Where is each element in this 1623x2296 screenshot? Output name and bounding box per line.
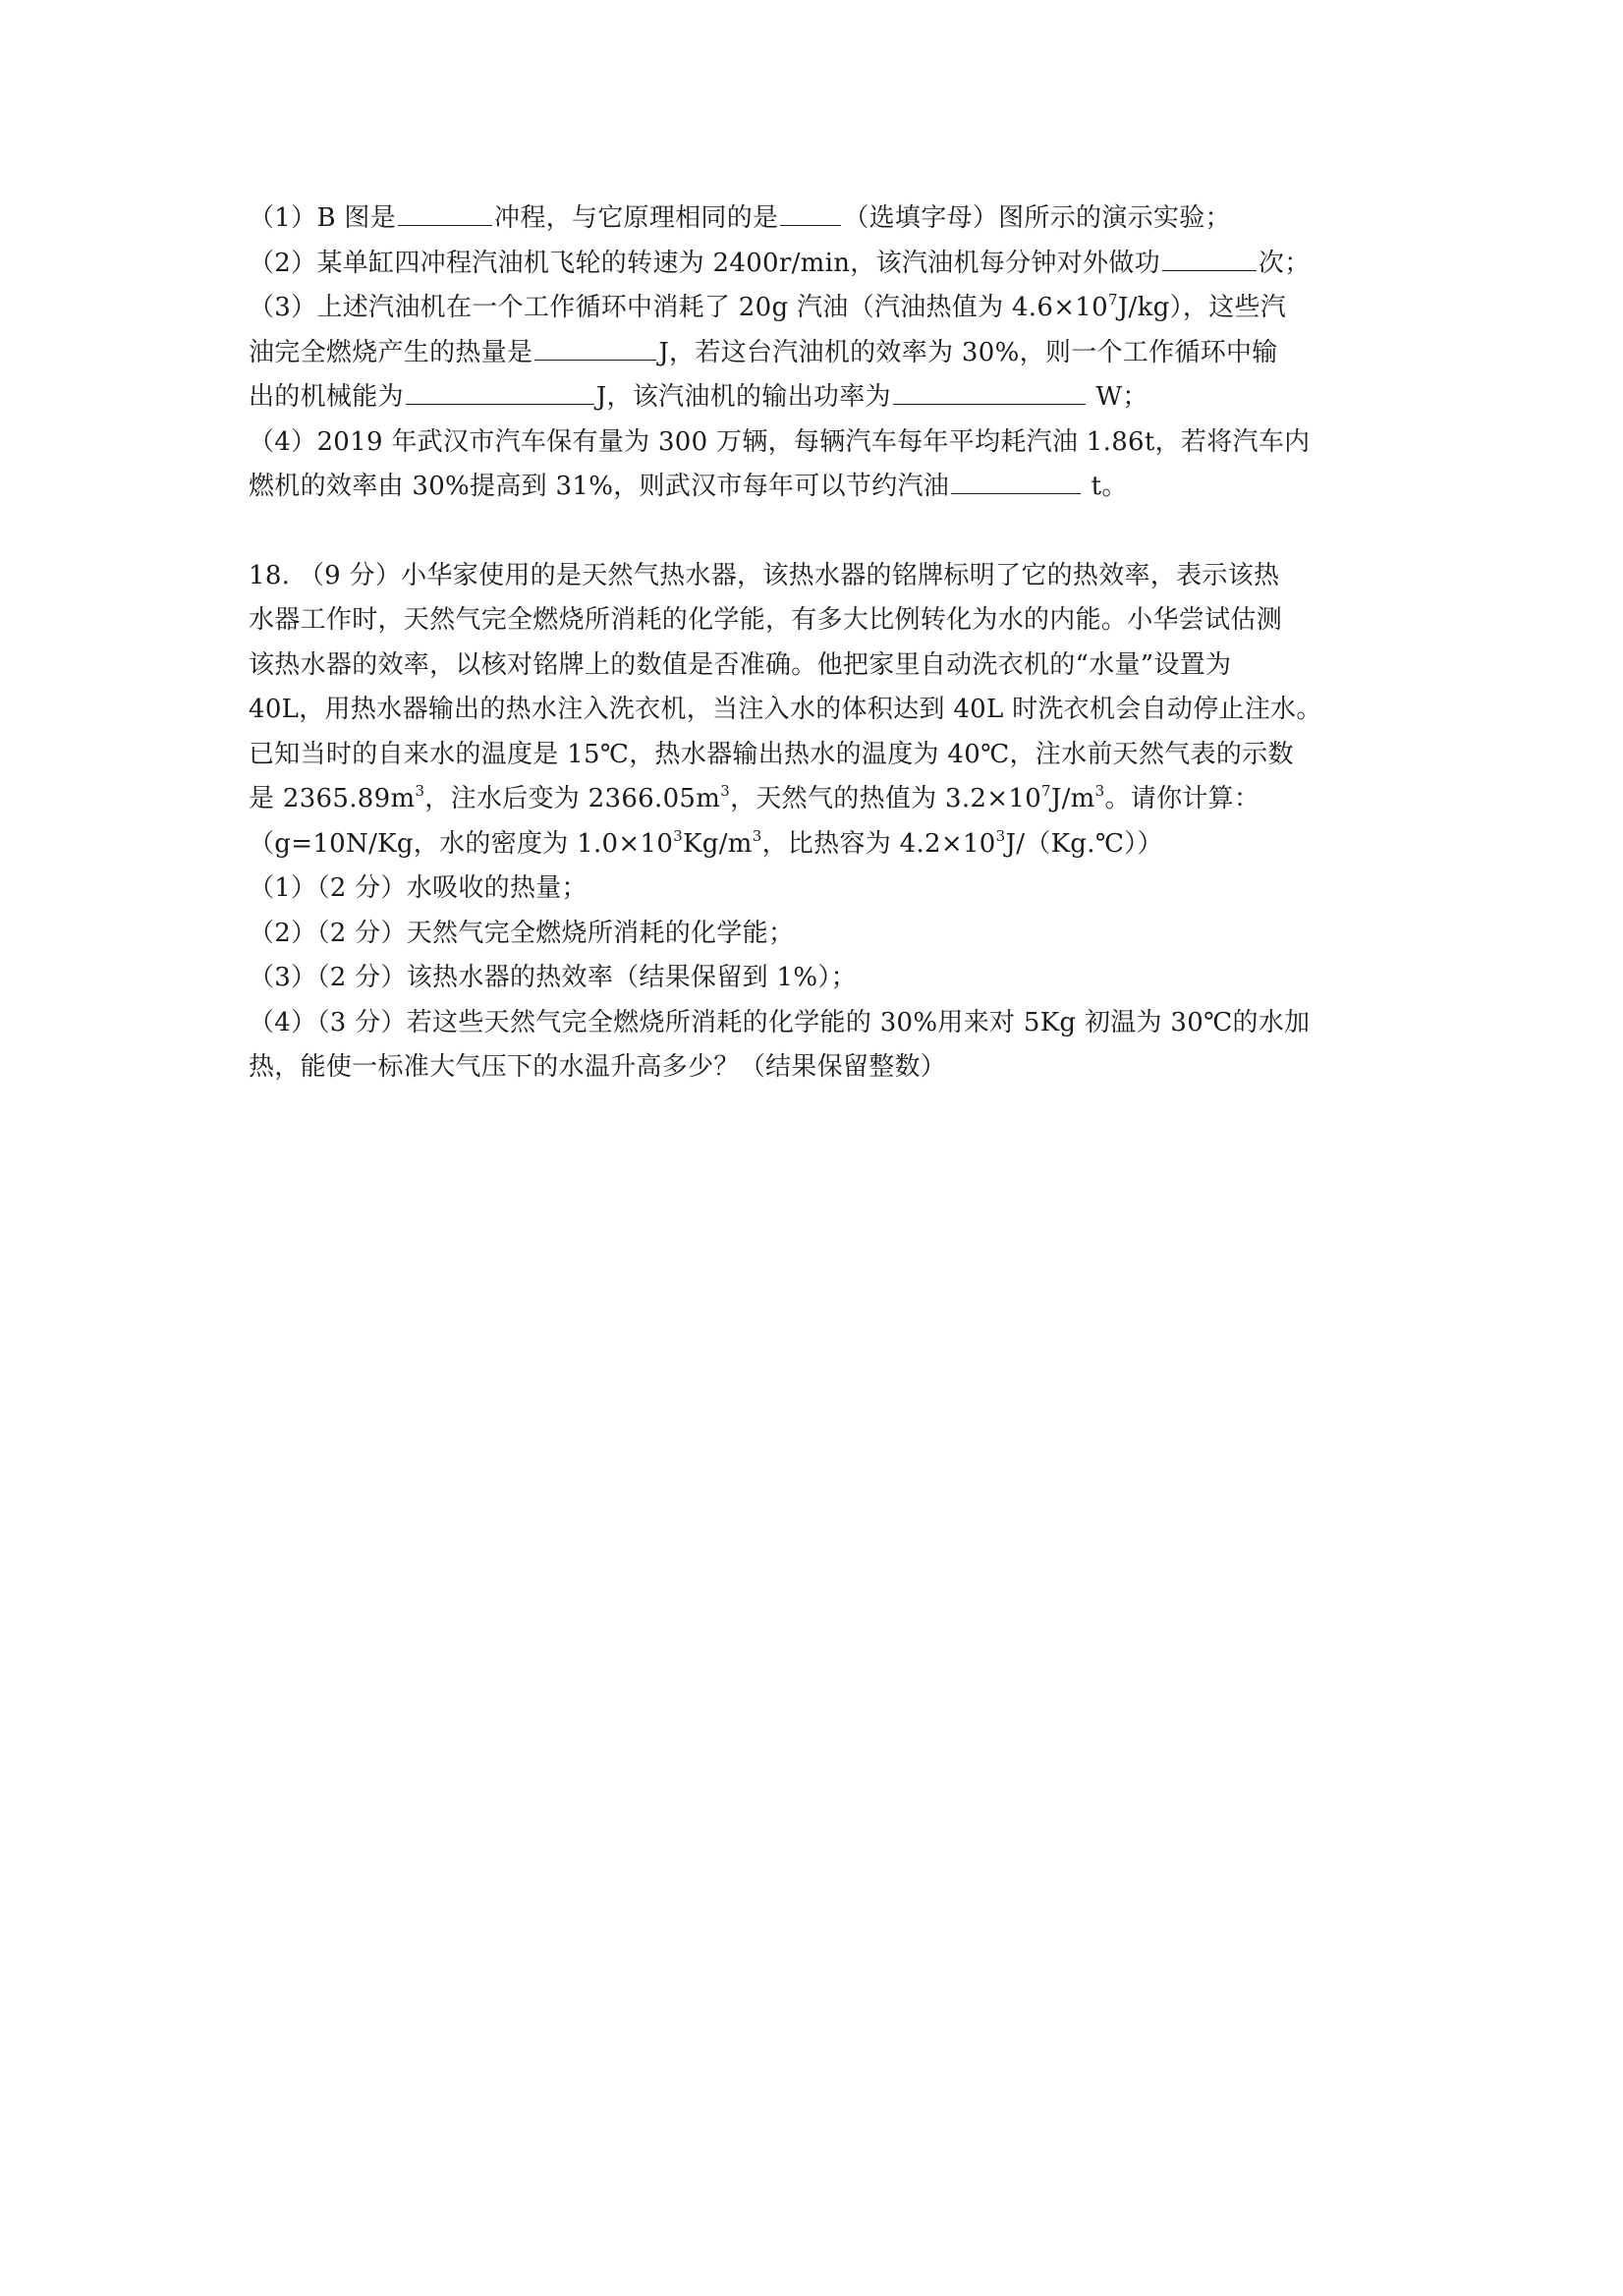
question-18-sub-4-line-2 xyxy=(249,1045,1388,1091)
question-17-part-2 xyxy=(249,242,1388,287)
exam-content xyxy=(249,196,1388,1091)
superscript: 7 xyxy=(1041,782,1051,800)
text: J/（Kg.℃）） xyxy=(1005,828,1163,859)
answer-blank[interactable] xyxy=(398,199,492,226)
text: 已知当时的自来水的温度是 15℃，热水器输出热水的温度为 40℃，注水前天然气表的示数 xyxy=(249,739,1294,769)
answer-blank[interactable] xyxy=(406,378,594,405)
text: W； xyxy=(1087,382,1148,412)
text: （2）某单缸四冲程汽油机飞轮的转速为 2400r/min，该汽油机每分钟对外做功 xyxy=(249,248,1160,278)
question-18-sub-4-line-1 xyxy=(249,1001,1388,1046)
question-17-part-3-line-1 xyxy=(249,286,1388,331)
text: J/m xyxy=(1050,784,1095,813)
question-17-part-3-line-2 xyxy=(249,331,1388,376)
question-17-part-4-line-1 xyxy=(249,420,1388,466)
answer-blank[interactable] xyxy=(951,468,1081,494)
question-18-line-6 xyxy=(249,777,1388,822)
text: 水器工作时，天然气完全燃烧所消耗的化学能，有多大比例转化为水的内能。小华尝试估测 xyxy=(249,605,1283,635)
question-18-line-3 xyxy=(249,644,1388,689)
question-18-sub-1 xyxy=(249,867,1388,912)
question-17-part-4-line-2 xyxy=(249,465,1388,510)
superscript: 7 xyxy=(1107,291,1118,308)
text: （g=10N/Kg，水的密度为 1.0×10 xyxy=(249,828,674,859)
text: 热，能使一标准大气压下的水温升高多少？（结果保留整数） xyxy=(249,1052,947,1082)
question-18-line-2 xyxy=(249,598,1388,644)
question-18-line-1 xyxy=(249,554,1388,599)
text: （4）（3 分）若这些天然气完全燃烧所消耗的化学能的 30%用来对 5Kg 初温为 30℃的水加 xyxy=(249,1007,1311,1037)
text: 出的机械能为 xyxy=(249,382,404,412)
text: （3）（2 分）该热水器的热效率（结果保留到 1%）； xyxy=(249,963,857,992)
question-17-part-1 xyxy=(249,196,1388,242)
text: 40L，用热水器输出的热水注入洗衣机，当注入水的体积达到 40L 时洗衣机会自动停止注水。 xyxy=(249,695,1322,724)
text: 18. （9 分）小华家使用的是天然气热水器，该热水器的铭牌标明了它的热效率，表示该热 xyxy=(249,560,1280,590)
text: ，注水后变为 2366.05m xyxy=(424,784,721,813)
text: （3）上述汽油机在一个工作循环中消耗了 20g 汽油（汽油热值为 4.6×10 xyxy=(249,293,1108,322)
superscript: 3 xyxy=(995,826,1006,845)
question-18-sub-2 xyxy=(249,912,1388,957)
question-18-sub-3 xyxy=(249,956,1388,1001)
question-18-line-5 xyxy=(249,733,1388,778)
text: （1）（2 分）水吸收的热量； xyxy=(249,873,588,903)
text: J/kg），这些汽 xyxy=(1117,293,1287,322)
text: 。请你计算： xyxy=(1104,784,1260,813)
text: 油完全燃烧产生的热量是 xyxy=(249,337,533,367)
answer-blank[interactable] xyxy=(893,378,1086,405)
text: t。 xyxy=(1083,472,1128,501)
text: 燃机的效率由 30%提高到 31%，则武汉市每年可以节约汽油 xyxy=(249,472,950,501)
text: Kg/m xyxy=(683,828,753,859)
answer-blank[interactable] xyxy=(1162,245,1257,271)
section-gap xyxy=(249,510,1388,554)
text: J，该汽油机的输出功率为 xyxy=(595,382,891,412)
superscript: 3 xyxy=(673,826,684,845)
text: （4）2019 年武汉市汽车保有量为 300 万辆，每辆汽车每年平均耗汽油 1.86t，若将汽车内 xyxy=(249,426,1311,457)
text: ，天然气的热值为 3.2×10 xyxy=(730,784,1042,813)
text: 次； xyxy=(1258,248,1311,278)
superscript: 3 xyxy=(415,782,425,800)
text: （选填字母）图所示的演示实验； xyxy=(843,203,1231,233)
text: 冲程，与它原理相同的是 xyxy=(494,203,779,233)
superscript: 3 xyxy=(752,826,762,845)
text: 是 2365.89m xyxy=(249,784,416,813)
text: （2）（2 分）天然气完全燃烧所消耗的化学能； xyxy=(249,918,795,948)
superscript: 3 xyxy=(1094,782,1105,800)
text: J，若这台汽油机的效率为 30%，则一个工作循环中输 xyxy=(658,337,1278,367)
text: ，比热容为 4.2×10 xyxy=(761,828,996,859)
text: 该热水器的效率，以核对铭牌上的数值是否准确。他把家里自动洗衣机的“水量”设置为 xyxy=(249,649,1232,680)
answer-blank[interactable] xyxy=(780,199,841,226)
text: （1）B 图是 xyxy=(249,203,397,233)
answer-blank[interactable] xyxy=(534,334,656,361)
question-18-line-7 xyxy=(249,822,1388,868)
question-17-part-3-line-3 xyxy=(249,375,1388,420)
question-18-line-4 xyxy=(249,688,1388,733)
superscript: 3 xyxy=(720,782,731,800)
